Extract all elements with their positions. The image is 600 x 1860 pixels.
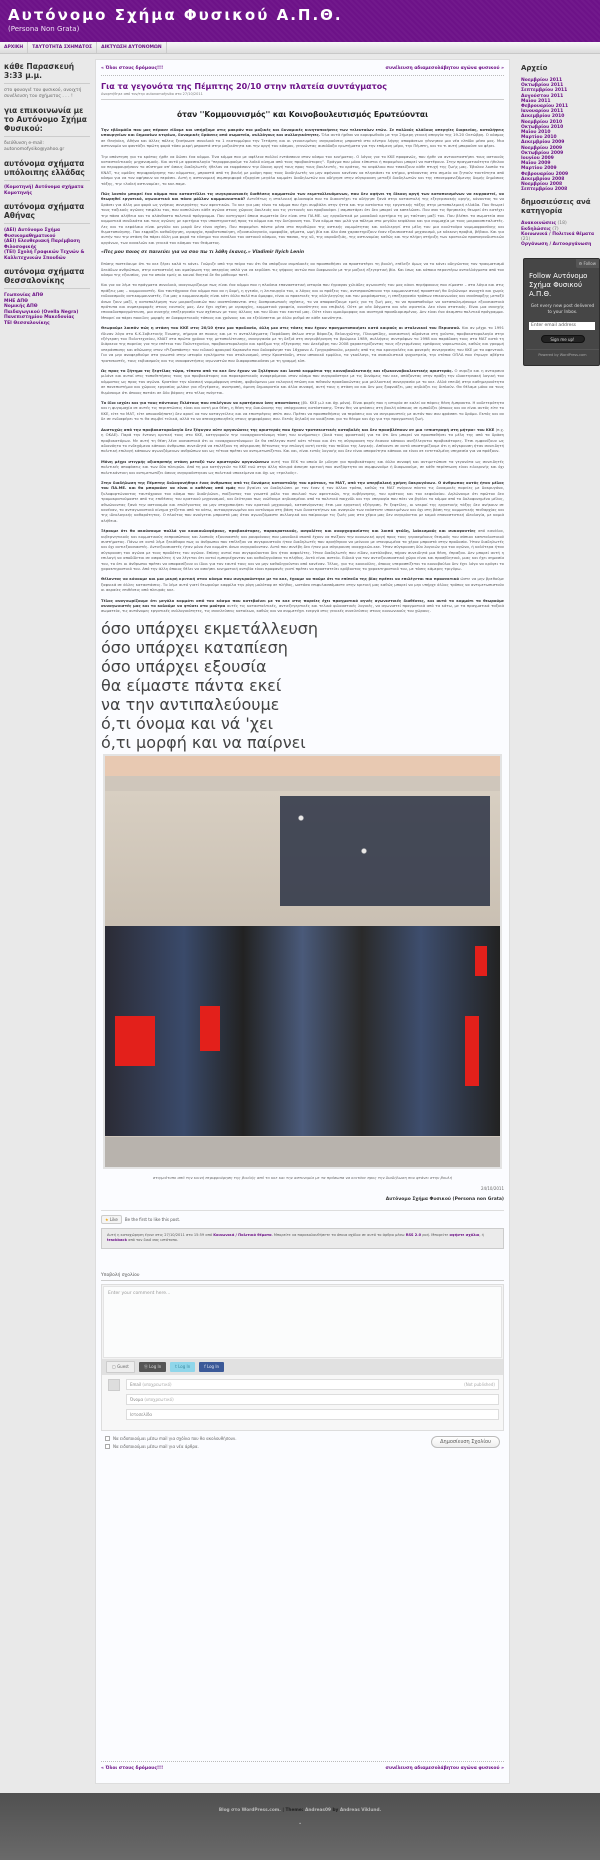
archive-link[interactable]: Δεκεμβρίου 2010 — [521, 114, 565, 120]
reply-link[interactable]: αφήστε σχόλιο — [449, 1232, 480, 1237]
guest-label: Guest — [117, 1363, 129, 1369]
nav-network[interactable]: ΔΙΚΤΥΩΣΗ ΑΥΤΟΝΟΜΩΝ — [97, 42, 167, 53]
paragraph — [101, 598, 504, 614]
name-label: Όνομα — [130, 1396, 144, 1402]
archive-link[interactable]: Οκτωβρίου 2009 — [521, 150, 564, 156]
paragraph-text: Επίσης πιστεύουμε ότι το κκε ξέρει καλά τι κάνει. Γνώριζε από την πείρα του ότι θα υπάρξουν συμπλοκές αν προσπαθήσει να προστατέψει τη βουλή, επέλεξε όμως να το κάνει οδηγώντας τον τραυματισμό δεκάδων ανθρώπων, στην καταστολή και αμαύρωση της απεργίας απλά για να κερδίσει τις ψήφους αυτών που διαφωνούν με την μαζική εξεγερτική βία. Και ίσως και κάποια περαιτέρω ανταλλάγματα από τον κόσμο της εξουσίας, για τα οποία εμείς οι κοινοί θνητοί δε θα μάθουμε ποτέ. — [101, 261, 504, 277]
paragraph-text: (βλ. ΚΚΕ μ-λ και όχι μόνο). Είναι φορές που η ιστορία σε καλεί να πάρεις θέση έμπρακτα. Η ουδετερότητα και η φυγομαχία σε αυτές τις περιπτώσεις είναι και αυτή μια θέση, η θέση της διαιώνισης της υπάρχουσας κατάστασης. Όταν θες να φτάσεις στη βουλή κάποιος σε εμποδίζει (όποιος και αν είναι αυτός είτε το ΚΚΕ, είτε τα ΜΑΤ, είτε οποιοσδήποτε) δεν αρκεί να τον καταγγείλεις και να επιστρέψεις σπίτι σου. Πρέπει να προσπαθήσεις να περάσεις και να συγκρουστείς με αυτόν που σου φράσσει το δρόμο. Εκτός και αν δε σε ενδιαφέρει το τι θα συμβεί τελικά, αλλά το να απενοχοποιηθείς στους ψηφοφόρους σου. Εκτός δηλαδή αν νοιάζεσαι για το θέαμα και όχι για την πραγματική ζωή. — [101, 400, 504, 422]
facebook-login-button[interactable] — [199, 1362, 224, 1372]
archive-link[interactable]: Οκτωβρίου 2011 — [521, 83, 564, 89]
wp-login-label: Log In — [149, 1363, 162, 1369]
comment-form — [101, 1284, 504, 1431]
link-athens-1[interactable]: (ΑΕΙ) Αυτόνομο Σχήμα Φυσικομαθηματικού — [4, 228, 61, 239]
paragraph-text: αυτές τις κατασταλτικές, αντιεξεγερτικές και τελικά φιλοαστικές λογικές, να αγωνιστεί πραγματικά από τα κάτω, με τα πραγματικά ταξικά σωματεία, τις αυτόνομες εργατικές συλλογικότητες, τις συνελεύσεις κατοίκων, καθώς και να συμμετέχει ενεργά στις γενικές συνελεύσεις στους κοινωνικούς του χώρους. — [101, 603, 505, 614]
facebook-icon: f — [204, 1363, 206, 1369]
main-content — [95, 59, 510, 1784]
paragraph — [101, 325, 504, 363]
archive-list — [521, 78, 597, 192]
category-link[interactable]: Εκδηλώσεις — [521, 226, 551, 232]
email-label: Email — [130, 1381, 142, 1387]
protest-photo — [103, 754, 502, 1169]
paragraph-bold: Θέλοντας να κάνουμε και μια μικρή κριτική στον κόσμο που συγκρούστηκε με το κκε, έχουμε να πούμε ότι το επίπεδο της βίας πρέπει να επιλέγεται πιο προσεκτικά — [101, 576, 460, 582]
footer-theme-link[interactable]: Andreas09 — [305, 1808, 331, 1813]
archive-link[interactable]: Μαρτίου 2009 — [521, 166, 557, 172]
powered-by-link[interactable]: Powered by WordPress.com — [526, 349, 599, 357]
follow-tab[interactable] — [576, 259, 599, 268]
name-required: (υποχρεωτικό) — [144, 1396, 174, 1402]
site-title[interactable]: Αυτόνομο Σχήμα Φυσικού Α.Π.Θ. — [8, 6, 343, 24]
like-button[interactable] — [101, 1215, 122, 1224]
footer-by: by — [332, 1808, 339, 1813]
link-thess-3[interactable]: Νομικής ΑΠΘ — [4, 304, 38, 309]
nav-identity[interactable]: ΤΑΥΤΟΤΗΤΑ ΣΧΗΜΑΤΟΣ — [28, 42, 97, 53]
paragraph — [101, 528, 504, 571]
category-count: (7) — [552, 226, 559, 232]
main-nav — [0, 42, 600, 54]
crowd — [105, 926, 500, 1136]
follow-tab-label: Follow — [583, 261, 596, 266]
link-thess-2[interactable]: ΜΗΕ ΑΠΘ — [4, 298, 28, 304]
archive-link[interactable]: Δεκεμβρίου 2008 — [521, 176, 565, 182]
post-meta: Αναρτήθηκε από τον/την autonomofysiko στο 27/10/2011 — [101, 92, 504, 100]
paragraph-bold: Στην διαδήλωση της Πέμπτης δολοφονήθηκε ένας άνθρωπος από τις δυνάμεις καταστολής του κράτους, τα ΜΑΤ, από την υπερβολική χρήση δακρυγόνων. Ο άνθρωπος αυτός ήταν μέλος του ΠΑ.ΜΕ. και θα μπορούσε να είναι ο καθένας από εμάς — [101, 479, 504, 491]
website-field[interactable] — [126, 1409, 499, 1420]
next-post-link[interactable]: συνέλευση αδιαμεσολάβητου αγώνα φυσικού » — [385, 66, 504, 71]
paragraph-text: ώστε να μην βρεθούμε ξαφνικά σε άλλες καταστάσεις. Το λέμε αυτό γιατί θεωρούμε καφρίλα την ρίψη μολότοφ σε πλήθος, ωστόσο επιφυλασσόμαστε στην κριτική μας καθώς μπορεί να μην υπήρχε άλλος τρόπος να αντιμετωπιστούν οι ακραίες επιθέσεις από πλευράς κκε. — [101, 576, 504, 593]
category-item — [521, 232, 597, 242]
paragraph — [101, 480, 504, 523]
paragraph — [101, 154, 504, 186]
paragraph — [101, 459, 504, 475]
paragraph-text: αυτή του ΕΕΚ το οποίο δε μίλησε για προβοκάτορες και άλλα συναφή και αντιμετώπισε τα γεγονότα ως συνειδητές πολιτικές αποφάσεις και των δύο πλευρών. Από τη μια κατήγγειλε το ΚΚΕ ενώ στην άλλη πλευρά άσκησε κριτική που ανεξάρτητα αν συμφωνούμε ή διαφωνούμε, σε κάθε περίπτωση είναι ειλικρινής και όχι πολιτικάντικη και αντιμετωπίζει όσους συγκρούστηκαν ως πολιτικά υποκείμενα και όχι ως «τρελούς». — [101, 458, 505, 475]
reply-title: Υποβολή σχολίου — [101, 1273, 504, 1281]
riot-police — [280, 796, 490, 906]
paragraph-bold: Την εβδομάδα που μας πέρασε είδαμε και υπήρξαμε στις μακράν πιο μαζικές και δυναμικές κινητοποιήσεις των τελευταίων ετών. Σε πολλούς κλάδους απεργίες διαρκείας, καταλήψεις υπουργείων και δημοσίων κτιρίων, δυναμικές δράσεις από σωματεία, συλλόγους και συλλογικότητες. — [101, 127, 504, 138]
paragraph — [101, 576, 504, 592]
archive-link[interactable]: Σεπτεμβρίου 2008 — [521, 187, 568, 193]
archive-link[interactable]: Ιανουαρίου 2011 — [521, 109, 564, 115]
email-field[interactable] — [126, 1379, 499, 1390]
prev-post-link[interactable]: « Όλοι στους δρόμους!!! — [101, 66, 164, 71]
link-athens-3[interactable]: (ΤΕΙ) Σχολή Γραφικών Τεχνών & Καλλιτεχνικών Σπουδών — [4, 250, 85, 261]
like-row — [101, 1215, 504, 1224]
paragraph-text: Και για να λέμε τα πράγματα συνολικά, αναγνωρίζουμε πως είναι ένα κόμμα που η πλούσια επαναστατική ιστορία που έγραψαν χιλιάδες αγωνιστές του μας κάνει περήφανους που είμαστε – στα λόγια και στις πράξεις μας – κομμουνιστές. Και ταυτόχρονα ένα κόμμα που αν η δομή, η ηγεσία, η λειτουργία του, ο λόγος και οι πράξεις του, αντιπροσώπευαν την κομμουνιστική προοπτική θα δηλώναμε ανοιχτά και χωρίς ενδοιασμούς αντικομμουνιστές. Για μας ο κομμουνισμός είναι κάτι άλλο πολύ πιο όμορφο, είναι οι πρακτικές της αλληλεγγύης και του μοιράσματος, η επεξεργασία τρόπων επικοινωνίας και συνύπαρξης μεταξύ όσων ζουν μαζί, η καταπολέμηση των μικροεξουσιών που αναπτύσσονται στις διαπροσωπικές σχέσεις, το να αποφασίζουμε εμείς για τη ζωή μας, το να προσπαθούμε να καταπολεμήσουμε εξουσιαστικά πρότυπα και συμπεριφορές στους εαυτούς μας. Δεν έχει σχέση με ιεραρχίες, κομματικά γραφεία, ανισότητες και επιβολή. Ούτε με νέα δόγματα και νέα ιερατεία. Δεν είναι στατικός. Είναι μια συνεχής επαναδιαπραγμάτευση, μια συνεχής επεξεργασία των σχέσεων με τους άλλους και του ίδιου του εαυτού μας. Ούτε είναι ομοιόμορφος και αυστηρά προσδιορισμένος. Δεν είναι ένα άκαμπτο πολιτικό πρόγραμμα. Μπορεί να πάρει ποικίλες μορφές σε διαφορετικούς τόπους και χρόνους και να εξελίσσεται με άλλο ρυθμό σε κάθε κοινότητα. — [101, 282, 504, 320]
post-title[interactable]: Για τα γεγονότα της Πέμπτης 20/10 στην πλατεία συντάγματος — [101, 82, 388, 91]
category-link[interactable]: Κοινωνικά / Πολιτικά θέματα — [213, 1232, 272, 1237]
link-thess-5[interactable]: Πανεπιστημίου Μακεδονίας — [4, 315, 75, 320]
paragraph-bold: Το ίδιο ισχύει και για τους πόντιους Πιλάτους που επιλέγουν να κρατήσουν ίσες αποστάσεις — [101, 400, 300, 406]
comment-options — [101, 1436, 504, 1458]
archive-link[interactable]: Νοεμβρίου 2008 — [521, 182, 563, 188]
twitter-login-button[interactable] — [170, 1362, 195, 1372]
paragraph-text: Την απάντηση για το κράτος ήρθε να δώσει ένα κόμμα. Ένα κόμμα που με αφέλεια πολλοί εντάσσουν στον κόσμο του κινήματος. Ο λόγος για το ΚΚΕ προφανώς, που ήρθε να αντικαταστήσει τους αστικούς κατασταλτικούς μηχανισμούς. Και αυτό με φρασεολογία "περιφρουρούμε το λαϊκό κίνημα από τους προβοκάτορες". Πράγμα που μόνο εύπιστοι ή παραμένοι μπορεί να πιστέψουν. Στην πραγματικότητα ήθελαν να περιφρουρήσουν το σύστημα απ' όσους διαδηλωτές ήθελαν να εκφράσουν την δίκαιη οργή τους προς τους βουλευτές, το κράτος, το κεφάλαιο που τσακίζουν κάθε πτυχή της ζωής μας. Έβαλαν λοιπόν το ΚΝΑΤ, τις ομάδες περιφρούρησης του κόμματος, μπροστά από τη βουλή με μούρη προς τους διαδηλωτές να μην αφήνουν κανέναν να πλησιάσει το κτήριο, φτάνοντας στο σημείο να ζητούν ταυτότητα από κόσμο για να τον αφήσουν να περάσει. Αυτή η αστυνομική συμπεριφορά εξοργίσε μεγάλο κομμάτι διαδηλωτών και οδήγησε στην σύγκρουση μεταξύ διαδηλωτών και της επανεμφανιζόμενης δομής δημόσιας τάξης, την «λαϊκή αστυνομία», το κκε-παμε. — [101, 153, 504, 186]
meeting-title: κάθε Παρασκευή 3:33 μ.μ. — [4, 62, 90, 84]
checkbox-icon — [105, 1444, 110, 1449]
link-athens-2[interactable]: (ΑΕΙ) Ελευθεριακή Παρέμβαση Φιλοσοφικής — [4, 239, 80, 250]
footer-dot: • — [298, 1821, 302, 1826]
photo-caption: στιγμιότυπο από την κοινή περιφρούρηση της βουλής από το κκε και την αστυνομία με τα πρόσωπα να κοιτάνε προς την διαδήλωση που φτάνει στην βουλή — [152, 1174, 453, 1180]
name-field[interactable] — [126, 1394, 499, 1405]
archive-link[interactable]: Φεβρουαρίου 2011 — [521, 104, 569, 110]
sign-up-button[interactable]: Sign me up! — [541, 335, 585, 343]
paragraph-bold: Πώς λοιπόν μπορεί ένα κόμμα που καταστέλλει τις συγκρουσιακές διαθέσεις κομματιών των εκμεταλλευόμενων, που δεν αφήνει τη δίκαιη οργή των καταπιεσμένων να εκφραστεί, να θεωρηθεί εργατικό, αγωνιστικό και πόσο μάλλον κομμουνιστικό? — [101, 191, 504, 202]
link-thess-4[interactable]: Παιδαγωγικού (Ovella Negra) — [4, 309, 79, 315]
archive-link[interactable]: Σεπτεμβρίου 2011 — [521, 88, 568, 94]
paragraph — [101, 127, 504, 149]
category-list — [521, 221, 597, 247]
site-header — [0, 0, 600, 42]
left-sidebar — [4, 62, 90, 332]
wordpress-icon: Ⓦ — [143, 1363, 148, 1369]
paragraph-bold: Ξέρουμε ότι θα ακούσουμε πολλά για κουκουλοφόρους, προβοκάτορες, παρακρατικούς, ασφαλίτες και αναρχοφασίστες και λοιπά ψεύδη, λαϊκισμούς και συκοφαντίες — [101, 528, 476, 534]
greece-title: αυτόνομα σχήματα υπόλοιπης ελλάδας — [4, 159, 90, 181]
paragraph — [101, 368, 504, 395]
website-label: Ιστοσελίδα — [130, 1411, 153, 1417]
follow-title: Follow Αυτόνομο Σχήμα Φυσικού Α.Π.Θ. — [529, 272, 588, 298]
rss-link[interactable]: RSS 2.0 — [405, 1232, 422, 1237]
poem-line: όσο υπάρχει εξουσία — [101, 656, 267, 676]
archive-link[interactable]: Δεκεμβρίου 2009 — [521, 140, 565, 146]
paragraph-text: Και αν μέχρι το 1991 έδιναν λόγο στο Κ.Κ.Σοβιετικής Ένωσης, σήμερα σε ποιους και με τι ανταλλάγματα; Παράδοση όπλων στην Βάρκιζα, Βελουχιώτης, Πλουμπίδης, ουσιαστική αδράνεια στη χούντα, προβοκατορολογία στην εξέγερση του Πολυτεχνείου, ΚΝΑΤ στα πρώτα χρόνια της μεταπολίτευσης, συνεργασία με τη δεξιά στη συγκυβέρνηση το βρώμικο 1989, συλλήψεις συντρόφων το 1998 και παράδοση τους στα ΜΑΤ κατά τη διάρκεια της πορείας για την επέτειο του Πολυτεχνείου, προβοκατορολογία και κράξιμο της εξέγερσης του Δεκέμβρη του 2008 χαρακτηρίζοντας τους εξεγερμένους εμπόρους ναρκωτικών, καθώς και γραμμή υπεράσπισης και αθώωσης στον «Ριζοσπάστη» του ειδικού φρουρού Κορκονέα που δολοφόνησε τον 16χρονο Α. Γρηγορόπουλο, μερικές από τις πιο κραυγαλέες και φανερές συνεργασίες του ΚΚΕ με τα αφεντικά. Για να μην αναφερθούμε στα γνωστά στην ιστορία εγκλήματα του σταλινισμού, στην Κροστάνδη, στον ισπανικό εμφύλιο, τα γκούλαγκ, τα σοσιαλιστικά ψυχιατρεία, την ντόπια ΟΠΛΑ που έτρωγε αβέρτα τροτσκιστές, τους εκβιασμούς και τις συκοφαντήσεις αγωνιστών που διαφοροποιούσαν με τη γραμμή κλπ. — [101, 325, 504, 363]
poem-line: να την αντιπαλεύουμε — [101, 694, 280, 714]
like-label: Like — [109, 1216, 118, 1222]
avatar — [108, 1379, 120, 1391]
signature: Αυτόνομο Σχήμα Φυσικού (Persona non Grata) — [101, 1197, 504, 1211]
follow-widget — [523, 258, 600, 366]
footer-sep: | — [280, 1808, 286, 1813]
paragraph-text: που βγαίνει να διαδηλώσει με τον έναν ή τον άλλον τρόπο, καθώς τα ΜΑΤ πνίγουν πάντα τις δυναμικές πορείες με δακρυγόνα, ξυλοφορτώνοντας ταυτόχρονα τον κόσμο που διαδηλώνει, παίζοντας τον γνωστό ρόλο του σκυλιού των αφεντικών, της κυβέρνησης, του κράτους και του κεφαλαίου. Δηλώνουμε ότι πρώτον δεν τρομοκρατούμαστε από τις επιθέσεις του κρατικού μηχανισμού, και δεύτερον πως νιώθουμε αηδιασμένοι από το πολιτικό παιχνίδι και την υπεροψία που πάει να βγάλει το κόμμα από το δολοφονημένο μέλος, αθωώνοντας ξανά την αστυνομία και επιλέγοντας να μην στοχοποιήσει τον κρατικό μηχανισμό, καταπνίγοντας έτσι μια εργατική εξέγερση. Ρε ξεφτίλες, οι νεκροί της εργατικής τάξης δεν ανήκουν σε κανέναν, το ανταγωνιστικό κίνημα χτίζεται από τα κάτω, αυτοοργανωμένο και αυτόνομο στη βάση των δυνατοτήτων και αναγκών των εκάστοτε υποκειμένων και όχι στη βάση της κομματικής πειθαρχίας και της ιδεολογικής καθαρότητας. Ο πλούτος που ανοίγεται μπροστά μας όταν αγωνιζόμαστε συλλογικά και παίρνουμε τις ζωές μας στα χέρια μας δεν συγκρίνεται με καμιά επαναστατική ιδεολογία, με καμιά αλήθεια. — [101, 485, 504, 523]
athens-title: αυτόνομα σχήματα Αθήνας — [4, 202, 90, 224]
twitter-icon: t — [175, 1363, 177, 1369]
nav-home[interactable]: ΑΡΧΙΚΗ — [0, 42, 28, 53]
post-body-1 — [101, 127, 504, 245]
poem — [101, 619, 504, 752]
contact-text: διεύθυνση e-mail: autonomofysiko@yahoo.gr — [4, 141, 65, 152]
archive-link[interactable]: Μαΐου 2011 — [521, 98, 551, 104]
paragraph-bold: Δυστυχώς από την προβοκατορολογία δεν ξέφυγαν ούτε οργανώσεις της αριστεράς που έχουν τροτσκιστικές καταβολές και δεν προσβλέπουν σε μια «επιστροφή στη μήτρα» του ΚΚΕ — [101, 426, 495, 432]
archive-link[interactable]: Φεβρουαρίου 2009 — [521, 171, 569, 177]
info-text-1: Αυτή η καταχώρηση έγινε στις 27/10/2011 στο 15:59 από — [107, 1232, 214, 1237]
wordpress-login-button[interactable] — [139, 1362, 166, 1372]
notify-posts-label: Να ειδοποιούμαι μέσω mail για νέα άρθρα. — [113, 1443, 199, 1449]
right-sidebar — [521, 64, 597, 247]
archive-link[interactable]: Οκτωβρίου 2010 — [521, 124, 564, 130]
footer-credits — [0, 1808, 600, 1813]
gear-icon: ⚙ — [578, 261, 583, 266]
archive-link[interactable]: Νοεμβρίου 2010 — [521, 119, 563, 125]
category-count: (21) — [521, 237, 531, 243]
footer-author-link[interactable]: Andreas Viklund. — [339, 1808, 382, 1813]
paragraph-bold: Τέλος αναγνωρίζουμε ότι μεγάλο κομμάτι από τον κόσμο που κατεβαίνει με το κκε στις πορείες έχει πραγματικά αγνές αγωνιστικές διαθέσεις, και αυτό το κομμάτι το θεωρούμε συναγωνιστές μας και το καλούμε να φτύσει στα μούτρα — [101, 597, 504, 609]
info-text-4: , ή — [479, 1232, 484, 1237]
comment-fields — [102, 1375, 503, 1430]
paragraph-bold: Θεωρούμε λοιπόν πώς η στάση του ΚΚΕ στις 20/10 ήταν μια προδοσία, άλλη μια στις τόσες που έχουν πραγματοποιήσει κατά καιρούς οι σταλινικοί του Περισσού. — [101, 325, 461, 331]
site-description: (Persona Non Grata) — [8, 25, 80, 33]
submit-comment-button[interactable]: Δημοσίευση Σχολίου — [431, 1436, 500, 1448]
trackback-link[interactable]: trackback — [107, 1238, 127, 1243]
follow-description: Get every new post delivered to your Inbox. — [530, 304, 595, 315]
contact-title: για επικοινωνία με το Αυτόνομο Σχήμα Φυσικού: — [4, 106, 90, 137]
user-icon: ▢ — [112, 1363, 116, 1369]
info-text-5: από τον δικό σας ιστότοπο. — [126, 1238, 178, 1243]
category-link[interactable]: Κοινωνικά / Πολιτικά θέματα — [521, 231, 595, 237]
poem-line: όσο υπάρχει καταπίεση — [101, 637, 288, 657]
paragraph-text: Όλα αυτά ήρθαν να κορυφωθούν με την 2ήμερη γενική απεργία της 19-20 Οκτώβρη. Ο κόσμος σε Θεσ/νίκη, Αθήνα και άλλες πόλεις ξεσήκωσε συνολικά το 1 εκατομμύριο την Τετάρτη και οι γενικευμένες συγκρούσεις μπροστά στο κέντρο λήψης αποφάσεων γέννησαν μια νέα ελπίδα μέσα μας. Μια αστυνομία να φαντάζει πρώτη φορά τόσο μικρή μπροστά στην μαζικότητα και την οργή του κόσμου, γεννώντας αισιόδοξα ερωτήματα για την επόμενη μέρα, την Πέμπτη, και το τι αυτή μπορούσε να φέρει. — [101, 132, 505, 149]
post-date: 24/10/2011 — [480, 1185, 504, 1191]
follow-email-input[interactable]: Enter email address — [529, 322, 595, 330]
email-required: (υποχρεωτικό) — [142, 1381, 172, 1387]
entry-info — [101, 1228, 504, 1249]
prev-post-link-bottom[interactable]: « Όλοι στους δρόμους!!! — [101, 1766, 164, 1771]
lenin-quote: «Πες μου ποιος σε παινεύει για να σου πω τι λάθη έκανες.» Vladimir Ilyich Lenin — [101, 250, 305, 256]
poem-line: όσο υπάρχει εκμετάλλευση — [101, 618, 318, 638]
meeting-text: στο φουαγιέ του φυσικού, ανοιχτή συνέλευση του σχήματος . . . ! — [4, 88, 82, 99]
paragraph-bold: Ως προς το ζήτημα τις ξεφτίλας τώρα, τίποτα από το κκε δεν έχουν να ζηλέψουν και λοιπά κομμάτια της κοινοβουλευτικής και εξωκοινοβουλευτικής αριστεράς. — [101, 368, 453, 374]
link-thess-1[interactable]: Γεωπονίας ΑΠΘ — [4, 293, 44, 298]
archive-link[interactable]: Μαΐου 2009 — [521, 161, 551, 167]
checkbox-icon — [105, 1436, 110, 1441]
category-link[interactable]: Ανακοινώσεις — [521, 221, 557, 227]
poem-line: ό,τι όνομα και νά 'χει — [101, 713, 274, 733]
archive-link[interactable]: Αυγούστου 2011 — [521, 93, 564, 99]
link-komotini[interactable]: (Κομοτηνή) Αυτόνομα σχήματα Κομοτηνής — [4, 185, 84, 196]
fb-login-label: Log In — [206, 1363, 220, 1369]
site-footer — [0, 1793, 600, 1860]
category-link[interactable]: Οργάνωση / Αυτοοργάνωση — [521, 242, 592, 248]
archive-link[interactable]: Νοεμβρίου 2011 — [521, 78, 563, 83]
thess-title: αυτόνομα σχήματα Θεσσαλονίκης — [4, 267, 90, 289]
tw-login-label: Log In — [178, 1363, 191, 1369]
next-post-link-bottom[interactable]: συνέλευση αδιαμεσολάβητου αγώνα φυσικού » — [385, 1766, 504, 1771]
archive-link[interactable]: Ιουνίου 2009 — [521, 156, 554, 162]
archive-link[interactable]: Νοεμβρίου 2009 — [521, 145, 563, 151]
archive-title: Αρχείο — [521, 64, 548, 72]
category-count: (18) — [557, 221, 567, 227]
archive-link[interactable]: Μαρτίου 2010 — [521, 135, 557, 141]
paragraph — [101, 191, 504, 245]
category-item — [521, 242, 597, 247]
comment-textarea[interactable]: Enter your comment here... — [103, 1286, 502, 1358]
info-text-3: ροή. Μπορείτε — [421, 1232, 450, 1237]
paragraph-text: Ο συριζα και η ανταρσυα μιλάνε και αυτοί στις τοποθετήσεις τους για προβοκάτορες και παρακρατικούς αναφερόμενοι στον κόσμο που συγκρούστηκε με τις δυνάμεις του κκε, απάζοντας στην πράξη την ιδιοκτησιακή λογική του κόμματος ως προς τον αγώνα. Κρατάνε την κλασική νομιμόφρονη στάση, φοβούμενοι μια εκλογική πτώση και πιθανόν προσδοκώντας μια μελλοντική συνεργασία με το κκε. Αλλά επειδή στην καθημερινότητα σε πανεπιστήμια και χώρους εργασίας μιλάνε για εξεγέρσεις, ανατροπή, άμεση δημοκρατία και άλλα συναφή, αυτή τους η στάση αν και δεν μας ξαφνιάζει, μας αηδιάζει εις διπλούν. Θα θέλαμε μόνο να τους θυμίσουμε ότι όποιος πατάει σε δύο βάρκες στο τέλος πνίγεται. — [101, 368, 504, 395]
paragraph — [101, 400, 504, 422]
categories-title: δημοσιεύσεις ανά κατηγορία — [521, 198, 591, 216]
paragraph-text: (π.χ. η ΟΚΔΕ). Παρά την έντονη κριτική τους στο ΚΚΕ, κατηγορούν την «αναρχοαυτόνομη τάση του κινήματος» (δικά τους φραστικά) για τα ότι δεν μπορεί να προσπαθήσει τα μέλη της από τα δράση προβοκατόρων. Με αυτή τη θέση λένε ουσιαστικά ότι οι «αναρχοαυτόνομοι» δε θα επέλεγαν ποτέ κάτι τέτοιο και ότι τη σύγκρουση την έκαναν κάποιοι ανεξέλεγκτοι προβοκάτορες. Έτσι εμφανίζουν ως αδιανόητο το ενδεχόμενο κάποιοι άνθρωποι συνειδητά να επιλέξουν τη σύγκρουση θέτοντας την επιλογή αυτή εκτός του πεδίου της λογικής. Απέναντι σε αυτό υποστηρίζουμε ότι η σύγκρουση ήταν συνειδητή πολιτική επιλογή κάποιων αγωνιζόμενων ανθρώπων και ως τέτοια πρέπει να αντιμετωπίζεται. Και ναι, είναι εντός λογικής και δεν είναι απαραίτητο κάποιοι να είναι σε εντεταλμένη υπηρεσία για να πράξουν. — [101, 426, 504, 454]
poem-line: θα είμαστε πάντα εκεί — [101, 675, 282, 695]
email-note: (Not published) — [464, 1381, 495, 1387]
guest-tab[interactable] — [106, 1361, 135, 1373]
post-navigation-bottom — [101, 1761, 504, 1775]
paragraph-text: από κανάλια, κυβερνητικούς και κομματικούς εκπροσώπους και λοιπούς εξουσιαστές και ρουφιάνους που μοναδικό σκοπό έχουν να πνίξουν την κοινωνική οργή προς τους γερασμένους θεσμούς του σάπιου καπιταλιστικού συστήματος. Πάνω σε αυτό λέμε ξεκάθαρα πως οι άνθρωποι που επέλεξαν να συγκρουστούν ήταν διαδηλωτές που αρνήθηκαν να μείνουν με σταυρωμένα τα χέρια μπροστά στην προδοσία. Ήταν διαδηλωτές και όχι αντιεξουσιαστές. Αντιεξουσιαστές ήταν μόνο ένα κομμάτι όσων συγκρούονταν. Αυτό που συνέβη δεν ήταν μια σύγκρουση αναρχικών-κκε. Ήταν σύγκρουση δύο λογικών για τον αγώνα, ή καλύτερα ήταν σύγκρουση του αγώνα με τους προδότες του αγώνα. Επίσης αυτοί που συγκρούονταν δεν ήταν ασφαλίτες. Ήταν διαδηλωτές που είδαν, κατάλαβαν, πήραν συνειδητά μια θέση, έπραξαν. Δεν μπορεί αυτή η επιλογή να αποδίδεται σε ασφαλίτες ή να λέγεται ότι αυτοί εμπεριέχονταν και καθοδηγούσαν το πλήθος. Αυτό είναι αστείο. Ειδικά για τον αντιεξουσιαστικό χώρο είναι και προσβλητικό, μιας και έχει σημασία του, το ότι οι άνθρωποι πρέπει να αποφασίζουν οι ίδιοι για τον εαυτό τους και να μην καθοδηγούνται από κανέναν. Τέλος, για τις κουκούλες, όποιος υπερασπίζεται το κοινοβούλιο δεν έχει λόγο να κρύψει το χαρακτηριστικό του. Από την άλλη όποιος θέλει να ασκήσει κινηματική αντιβία είναι προφανές γιατί πρέπει να προστατεύει κρύβοντας το χαρακτηριστικό του, με τόσες κάμερες τριγύρω. — [101, 528, 504, 572]
star-icon: ★ — [105, 1216, 109, 1222]
post-body-2 — [101, 261, 504, 614]
footer-theme-label: Theme: — [285, 1808, 304, 1813]
like-text: Be the first to like this post. — [124, 1216, 181, 1222]
post-heading: όταν ''Κομμουνισμός'' και Κοινοβουλευτισμός Ερωτεύονται — [177, 110, 428, 119]
paragraph-text: Αντιθέτως η σταλινική φιλοσοφία που το διακατέχει το οδήγησε ξανά στην καταστολή της εξεγερσιακής οργής, κάνοντας το να δράσει για άλλη μια φορά ως γνήσιος συνεργάτης των αφεντικών. Το κκε για μας είναι το κόμμα που έχει συμβάλει στην ήττα και την κατάντια της εργατικής τάξης στην μεταπολεμική ελλάδα. Που θεωρεί τους ταξικούς αγώνες τσιφλίκι του, που καπελώνει κάθε αγώνα στους χώρους δουλειάς και τις γειτονιές και προβοκάρει / σαμποτάρει ότι δεν μπορεί να καπελώσει. Που σαν τις θρησκείες θεωρεί ότι κατέχει την πάσα αλήθεια και το αλάνθαστο πολιτικό πρόγραμμα. Που κατηγορεί όποια σωματεία δεν είναι στο ΠΑ.ΜΕ. ως εργοδοτικά με μοναδικό κριτήριο τη μη ταύτιση μαζί του. Που βλέπει τα σωματεία σαν κομματικά συνδικάτα και τους αγώνες με κριτήριο την υποστηρικτική προς το κόμμα και την διεύρυνση του. Ένα κόμμα που μιλά για πόλεμο στο μεγάλο κεφάλαιο και για συμμαχία με τους μικροκαπιταλιστές. Λες και το κεφάλαιο είναι μεγάλο και μικρό δεν είναι σχέση. Που παραμένει πάντα μέσα στα περιθώρια της αστικής νομιμότητας και καλλιεργεί στα μέλη του μια κουλτούρα νομιμοφροσύνης και θυματοποίησης. Που εκφράζει καθοδήγηση, ιεραρχία, προβατοποίηση, εξουσιολαγνεία, ομοφοβία, ψέματα, ωμή βία και όλα όσα χαρακτηρίζουν έναν εξουσιαστικό μηχανισμό, με κόκκινη προβιά, βέβαια. Και για αυτήν του την στάση θα πάρει άλλη μια φορά τα εύσημα του συνόλου του αστικού κόσμου, του πασοκ, της νδ, της ακροδεξιάς, της αστυνομίας καθώς και την πλήρη στήριξη των κρατικών προπαγανδιστικών οργάνων, των καναλιών και γενικά του κόσμου του θεάματος. — [101, 196, 504, 245]
paragraph — [101, 282, 504, 320]
poem-line: ό,τι μορφή και να παίρνει — [101, 732, 306, 752]
info-text-2: . Μπορείτε να παρακολουθήσετε τα όποια σχόλια σε αυτό το άρθρο μέσω — [271, 1232, 406, 1237]
archive-link[interactable]: Μαΐου 2010 — [521, 130, 551, 136]
paragraph — [101, 427, 504, 454]
paragraph-bold: Μόνη μέχρι στιγμής αξιοπρεπής στάση μεταξύ των αριστερών οργανώσεων — [101, 458, 270, 464]
paragraph — [101, 261, 504, 277]
link-thess-6[interactable]: ΤΕΙ Θεσσαλονίκης — [4, 320, 50, 326]
notify-comments-label: Να ειδοποιούμαι μέσω mail για σχόλια που θα ακολουθήσουν. — [113, 1435, 237, 1441]
footer-blog-link[interactable]: Blog στο WordPress.com. — [218, 1808, 281, 1813]
post-navigation-top — [101, 66, 504, 76]
login-bar — [102, 1359, 503, 1375]
